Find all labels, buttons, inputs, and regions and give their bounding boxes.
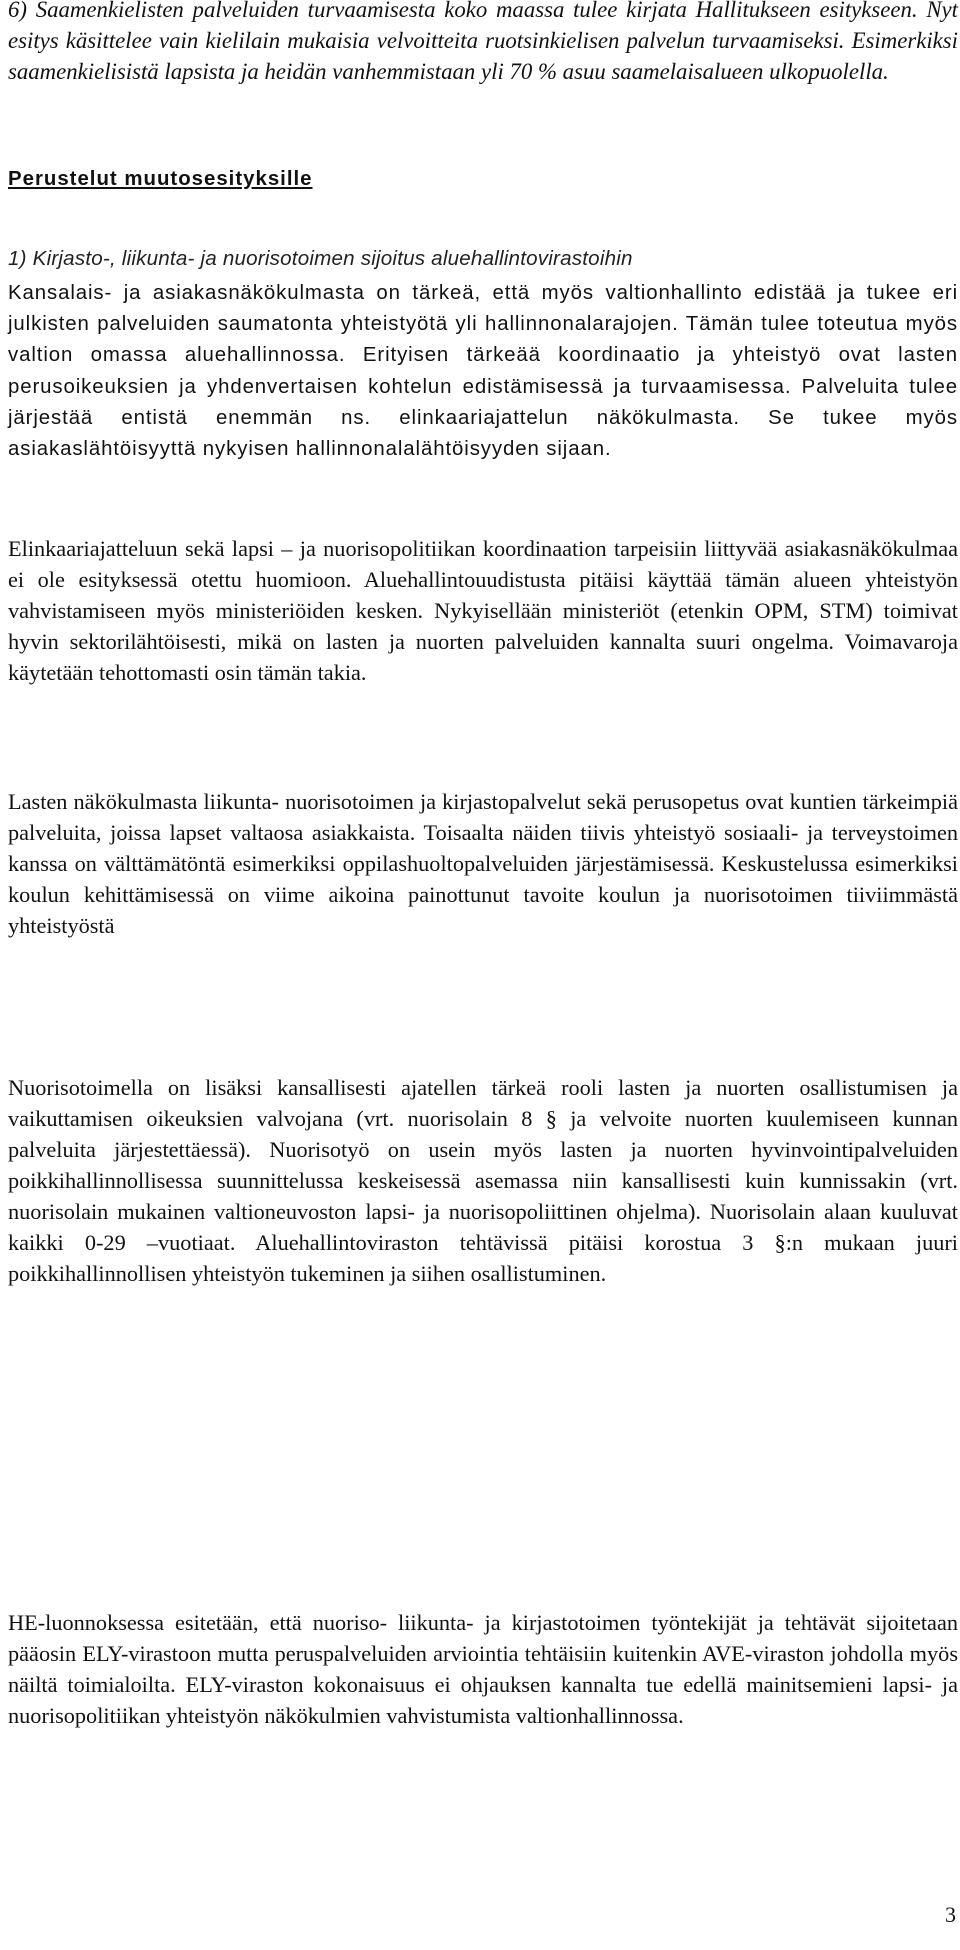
paragraph-1: Kansalais- ja asiakasnäkökulmasta on tärkeä, että myös valtionhallinto edistää ja tukee eri julkisten palveluiden saumatonta yhteistyötä yli hallinnonalarajojen. Tämän tulee toteutua myös valtion omassa aluehallinnossa. Erityisen tärkeää koordinaatio ja yhteistyö ovat lasten perusoikeuksien ja yhdenvertaisen kohtelun edistämisessä ja turvaamisessa. Palveluita tulee järjestää entistä enemmän ns. elinkaariajattelun näkökulmasta. Se tukee myös asiakaslähtöisyyttä nykyisen hallinnonalalähtöisyyden sijaan. xyxy=(8,282,958,461)
paragraph-3: Lasten näkökulmasta liikunta- nuorisotoimen ja kirjastopalvelut sekä perusopetus ovat kuntien tärkeimpiä palveluita, joissa lapset valtaosa asiakkaista. Toisaalta näiden tiivis yhteistyö sosiaali- ja terveystoimen kanssa on välttämätöntä esimerkiksi oppilashuoltopalveluiden järjestämisessä. Keskustelussa esimerkiksi koulun kehittämisessä on viime aikoina painottunut tavoite koulun ja nuorisotoimen tiiviimmästä yhteistyöstä xyxy=(8,789,958,938)
paragraph-2: Elinkaariajatteluun sekä lapsi – ja nuorisopolitiikan koordinaation tarpeisiin liittyvää asiakasnäkökulmaa ei ole esityksessä otettu huomioon. Aluehallintouudistusta pitäisi käyttää tämän alueen yhteistyön vahvistamiseen myös ministeriöiden kesken. Nykyisellään ministeriöt (etenkin OPM, STM) toimivat hyvin sektorilähtöisesti, mikä on lasten ja nuorten palveluiden kannalta suuri ongelma. Voimavaroja käytetään tehottomasti osin tämän takia. xyxy=(8,536,958,685)
subheading: 1) Kirjasto-, liikunta- ja nuorisotoimen sijoitus aluehallintovirastoihin xyxy=(8,246,633,270)
page-number: 3 xyxy=(945,1902,956,1927)
paragraph-4: Nuorisotoimella on lisäksi kansallisesti ajatellen tärkeä rooli lasten ja nuorten osallistumisen ja vaikuttamisen oikeuksien valvojana (vrt. nuorisolain 8 § ja velvoite nuorten kuulemiseen kunnan palveluita järjestettäessä). Nuorisotyö on usein myös lasten ja nuorten hyvinvointipalveluiden poikkihallinnollisessa suunnittelussa keskeisessä asemassa niin kansallisesti kuin kunnissakin (vrt. nuorisolain mukainen valtioneuvoston lapsi- ja nuorisopoliittinen ohjelma). Nuorisolain alaan kuuluvat kaikki 0-29 –vuotiaat. Aluehallintoviraston tehtävissä pitäisi korostua 3 §:n mukaan juuri poikkihallinnollisen yhteistyön tukeminen ja siihen osallistuminen. xyxy=(8,1075,958,1286)
intro-paragraph: 6) Saamenkielisten palveluiden turvaamisesta koko maassa tulee kirjata Hallitukseen esitykseen. Nyt esitys käsittelee vain kielilain mukaisia velvoitteita ruotsinkielisen palvelun turvaamiseksi. Esimerkiksi saamenkielisistä lapsista ja heidän vanhemmistaan yli 70 % asuu saamelaisalueen ulkopuolella. xyxy=(8,0,958,84)
paragraph-5: HE-luonnoksessa esitetään, että nuoriso- liikunta- ja kirjastotoimen työntekijät ja tehtävät sijoitetaan pääosin ELY-virastoon mutta peruspalveluiden arviointia tehtäisiin kuitenkin AVE-viraston johdolla myös näiltä toimialoilta. ELY-viraston kokonaisuus ei ohjauksen kannalta tue edellä mainitsemieni lapsi- ja nuorisopolitiikan yhteistyön näkökulmien vahvistumista valtionhallinnossa. xyxy=(8,1610,958,1728)
section-heading: Perustelut muutosesityksille xyxy=(8,168,313,190)
